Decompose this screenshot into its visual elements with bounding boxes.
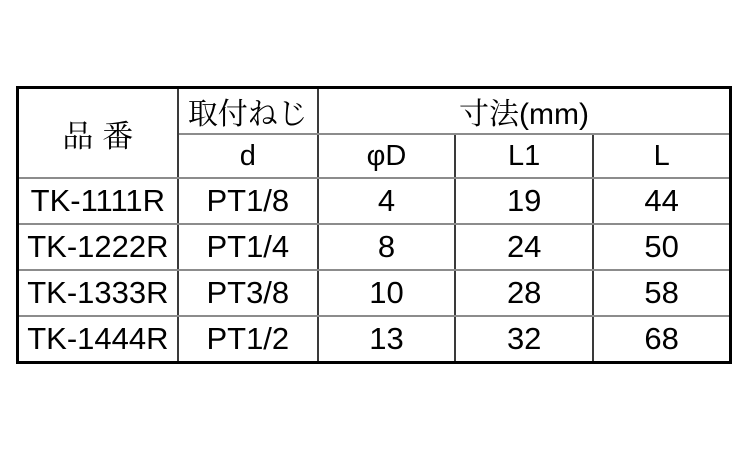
- table-row: [18, 316, 731, 362]
- l1-cell: 32: [455, 316, 593, 362]
- screw-d-cell: PT3/8: [178, 270, 318, 316]
- l1-cell: 28: [455, 270, 593, 316]
- part-no-header: 品番: [18, 88, 178, 179]
- part-no-cell: TK-1333R: [18, 270, 178, 316]
- phi-d-cell: 4: [318, 178, 455, 224]
- part-no-cell: TK-1111R: [18, 178, 178, 224]
- l1-cell: 19: [455, 178, 593, 224]
- mounting-screw-header: 取付ねじ: [178, 88, 318, 135]
- phi-d-header: φD: [318, 134, 455, 178]
- phi-d-cell: 8: [318, 224, 455, 270]
- l-cell: 58: [593, 270, 730, 316]
- table-row: [18, 224, 731, 270]
- table-row: [18, 270, 731, 316]
- l-cell: 68: [593, 316, 730, 362]
- l1-cell: 24: [455, 224, 593, 270]
- dimension-spec-table: [16, 86, 732, 364]
- screw-d-header: d: [178, 134, 318, 178]
- phi-d-cell: 10: [318, 270, 455, 316]
- l-header: L: [593, 134, 730, 178]
- phi-d-cell: 13: [318, 316, 455, 362]
- l-cell: 44: [593, 178, 730, 224]
- header-row-top: [18, 88, 731, 135]
- part-no-cell: TK-1444R: [18, 316, 178, 362]
- l1-header: L1: [455, 134, 593, 178]
- dimensions-group-header: 寸法(mm): [318, 88, 731, 135]
- screw-d-cell: PT1/8: [178, 178, 318, 224]
- screw-d-cell: PT1/2: [178, 316, 318, 362]
- table-row: [18, 178, 731, 224]
- l-cell: 50: [593, 224, 730, 270]
- screw-d-cell: PT1/4: [178, 224, 318, 270]
- part-no-cell: TK-1222R: [18, 224, 178, 270]
